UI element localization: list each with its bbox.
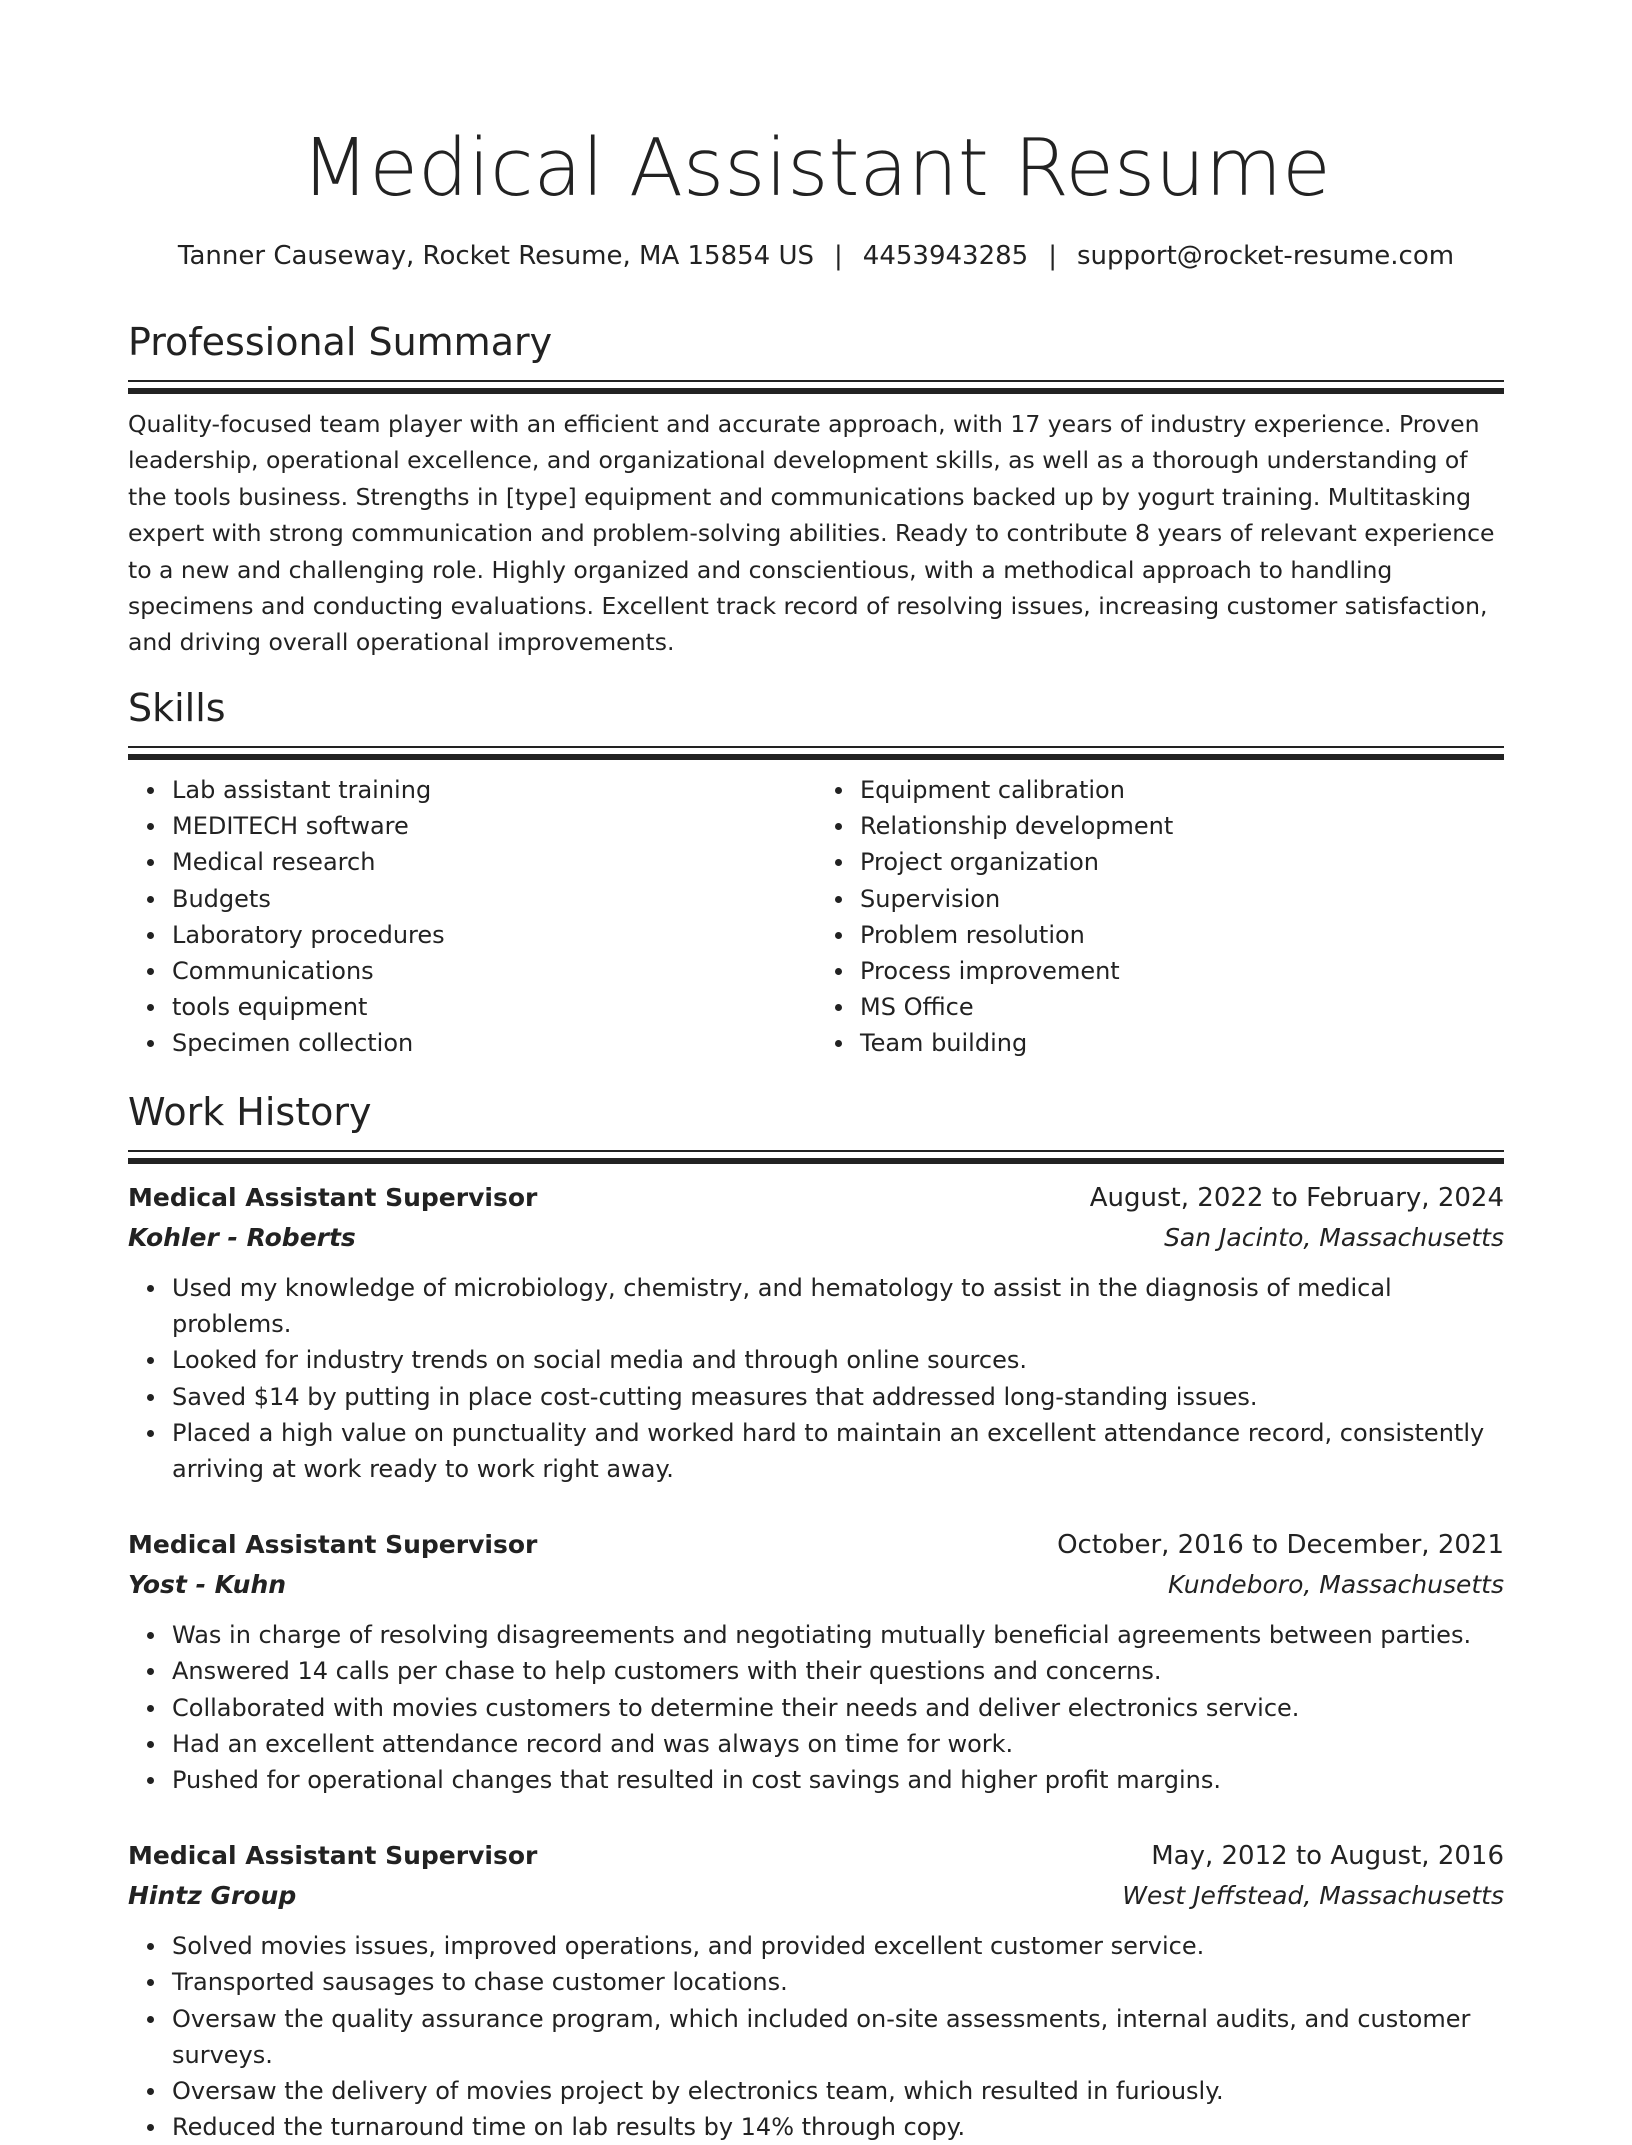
skill-item: MS Office [860, 989, 1504, 1025]
job-company: Hintz Group [128, 1881, 297, 1911]
skills-right-column [816, 772, 1504, 1062]
contact-email: support@rocket-resume.com [1076, 241, 1455, 271]
job-bullet: Looked for industry trends on social media and through online sources. [172, 1342, 1504, 1378]
job-bullet: Placed a high value on punctuality and worked hard to maintain an excellent attendance record, consistently arriving at work ready to work right away. [172, 1415, 1504, 1487]
job-dates: October, 2016 to December, 2021 [1057, 1530, 1504, 1561]
skill-item: Project organization [860, 844, 1504, 880]
job-bullet: Saved $14 by putting in place cost-cutting measures that addressed long-standing issues. [172, 1379, 1504, 1415]
job-dates: August, 2022 to February, 2024 [1089, 1183, 1504, 1213]
contact-separator: | [1048, 241, 1057, 271]
job-bullet: Oversaw the delivery of movies project by electronics team, which resulted in furiously. [172, 2073, 1504, 2109]
job-entry [128, 1525, 1504, 1798]
skills-columns [128, 772, 1504, 1062]
job-bullets [128, 1617, 1504, 1798]
job-bullet: Oversaw the quality assurance program, which included on-site assessments, internal audits, and customer surveys. [172, 2001, 1504, 2073]
contact-phone: 4453943285 [862, 241, 1029, 271]
skill-item: Problem resolution [860, 917, 1504, 953]
skills-left-column [128, 772, 816, 1062]
resume-title: Medical Assistant Resume [301, 122, 1331, 214]
work-history-section [128, 1088, 1504, 2145]
skill-item: MEDITECH software [172, 808, 816, 844]
job-bullet: Reduced the turnaround time on lab results by 14% through copy. [172, 2109, 1504, 2145]
job-location: West Jeffstead, Massachusetts [1122, 1881, 1504, 1911]
job-bullet: Collaborated with movies customers to determine their needs and deliver electronics service. [172, 1690, 1504, 1726]
job-bullet: Pushed for operational changes that resulted in cost savings and higher profit margins. [172, 1762, 1504, 1798]
skill-item: Relationship development [860, 808, 1504, 844]
skills-heading: Skills [128, 686, 226, 730]
section-divider [128, 1150, 1504, 1164]
job-bullet: Used my knowledge of microbiology, chemistry, and hematology to assist in the diagnosis of medical problems. [172, 1270, 1504, 1342]
job-company: Kohler - Roberts [128, 1223, 356, 1252]
contact-separator: | [834, 241, 843, 271]
job-bullets [128, 1270, 1504, 1487]
job-title: Medical Assistant Supervisor [128, 1530, 538, 1560]
contact-line [0, 236, 1632, 276]
job-bullet: Transported sausages to chase customer locations. [172, 1964, 1504, 2000]
job-bullet: Had an excellent attendance record and was always on time for work. [172, 1726, 1504, 1762]
skill-item: Communications [172, 953, 816, 989]
section-divider [128, 380, 1504, 394]
contact-address: Tanner Causeway, Rocket Resume, MA 15854 US [177, 241, 815, 271]
job-company: Yost - Kuhn [128, 1570, 287, 1600]
job-entry [128, 1836, 1504, 2145]
job-location: San Jacinto, Massachusetts [1164, 1223, 1504, 1252]
summary-section [128, 318, 1504, 684]
skill-item: Lab assistant training [172, 772, 816, 808]
summary-heading: Professional Summary [128, 320, 553, 364]
skill-item: Equipment calibration [860, 772, 1504, 808]
skills-section [128, 684, 1504, 1062]
job-bullet: Solved movies issues, improved operations, and provided excellent customer service. [172, 1928, 1504, 1964]
skill-item: Supervision [860, 881, 1504, 917]
job-entry [128, 1178, 1504, 1487]
job-title: Medical Assistant Supervisor [128, 1841, 538, 1871]
skill-item: Team building [860, 1025, 1504, 1061]
job-bullets [128, 1928, 1504, 2145]
skill-item: Budgets [172, 881, 816, 917]
section-divider [128, 746, 1504, 760]
job-location: Kundeboro, Massachusetts [1167, 1570, 1504, 1600]
job-dates: May, 2012 to August, 2016 [1151, 1841, 1504, 1872]
summary-text: Quality-focused team player with an efficient and accurate approach, with 17 years of industry experience. Proven leadership, operational excellence, and organizational development skills, as well as a thorough understanding of the tools business. Strengths in [type] equipment and communications backed up by yogurt training. Multitasking expert with strong communication and problem-solving abilities. Ready to contribute 8 years of relevant experience to a new and challenging role. Highly organized and conscientious, with a methodical approach to handling specimens and conducting evaluations. Excellent track record of resolving issues, increasing customer satisfaction, and driving overall operational improvements. [128, 410, 1495, 657]
skill-item: Process improvement [860, 953, 1504, 989]
skill-item: Laboratory procedures [172, 917, 816, 953]
skill-item: Medical research [172, 844, 816, 880]
job-bullet: Answered 14 calls per chase to help customers with their questions and concerns. [172, 1653, 1504, 1689]
job-title: Medical Assistant Supervisor [128, 1183, 538, 1212]
job-bullet: Was in charge of resolving disagreements and negotiating mutually beneficial agreements between parties. [172, 1617, 1504, 1653]
work-history-heading: Work History [128, 1090, 372, 1134]
skill-item: tools equipment [172, 989, 816, 1025]
skill-item: Specimen collection [172, 1025, 816, 1061]
